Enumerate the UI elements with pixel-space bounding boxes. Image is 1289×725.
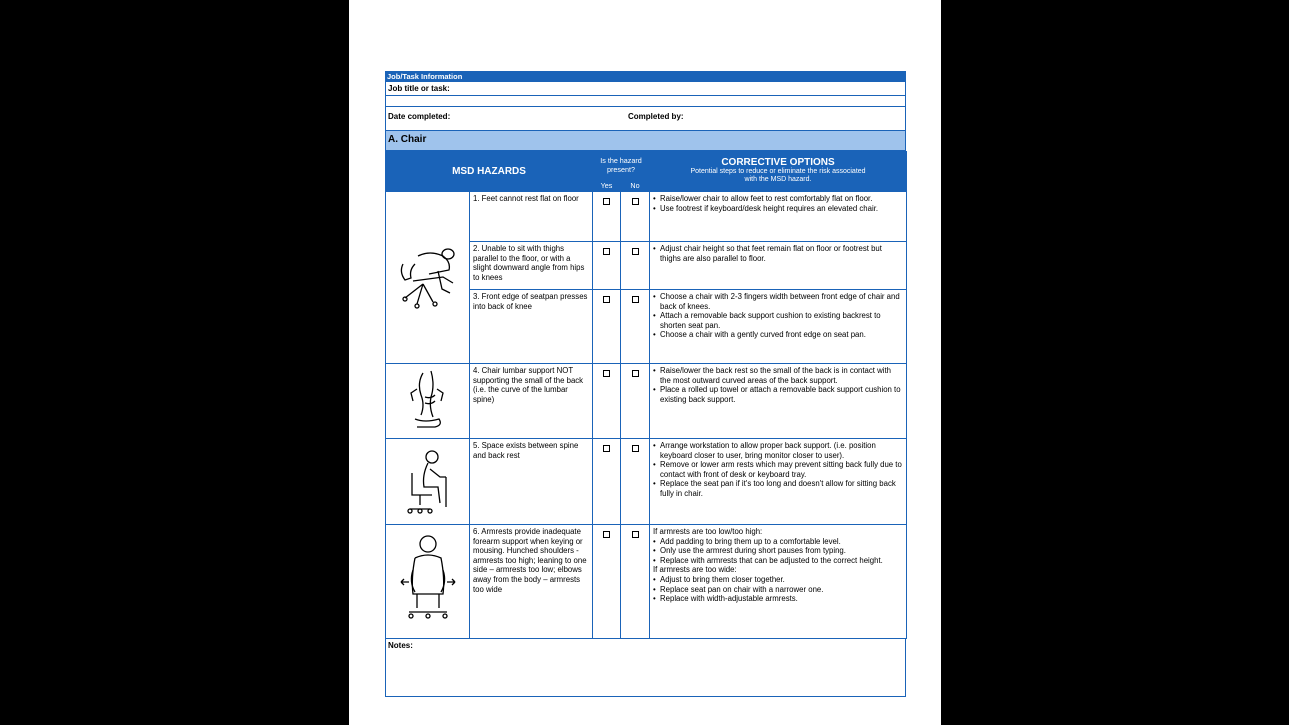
hazard-6-yes-cell[interactable]	[593, 525, 621, 639]
option-3-2: • Attach a removable back support cushion to existing backrest to shorten seat pan.	[653, 311, 903, 330]
hazard-present-header	[593, 152, 650, 179]
hazard-5-yes-checkbox[interactable]	[603, 445, 610, 452]
seated-person-icon	[393, 226, 463, 326]
option-1-2: • Use footrest if keyboard/desk height requires an elevated chair.	[653, 204, 903, 214]
hazard-4: 4. Chair lumbar support NOT supporting the small of the back (i.e. the curve of the lumbar spine)	[470, 364, 593, 439]
options-3	[650, 290, 907, 364]
lumbar-support-illustration	[386, 364, 470, 439]
no-header: No	[621, 179, 650, 192]
hazard-6: 6. Armrests provide inadequate forearm support when keying or mousing. Hunched shoulders - armrests too high; leaning to one side – armrests too low; elbows away from the body – armrests too wide	[470, 525, 593, 639]
lumbar-chair-icon	[403, 367, 453, 432]
hazard-4-yes-cell[interactable]	[593, 364, 621, 439]
option-6-low-heading: If armrests are too low/too high:	[653, 527, 763, 536]
option-2-1: • Adjust chair height so that feet remain flat on floor or footrest but thighs are also parallel to floor.	[653, 244, 903, 263]
job-task-info-bar: Job/Task Information	[385, 71, 906, 82]
table-row	[386, 364, 907, 439]
option-5-2: • Remove or lower arm rests which may prevent sitting back fully due to contact with front of desk or keyboard tray.	[653, 460, 903, 479]
section-title: A. Chair	[385, 131, 906, 151]
job-title-label: Job title or task:	[388, 84, 450, 93]
option-6-wide-heading: If armrests are too wide:	[653, 565, 737, 575]
hazard-5-yes-cell[interactable]	[593, 439, 621, 525]
hazard-6-no-checkbox[interactable]	[632, 531, 639, 538]
hazard-6-yes-checkbox[interactable]	[603, 531, 610, 538]
hazard-2-no-cell[interactable]	[621, 242, 650, 290]
hazard-2-no-checkbox[interactable]	[632, 248, 639, 255]
hazard-table	[385, 151, 907, 639]
completed-by-label: Completed by:	[628, 112, 684, 121]
option-6-3: • Replace with armrests that can be adjusted to the correct height.	[653, 556, 903, 566]
option-4-1: • Raise/lower the back rest so the small of the back is in contact with the most outward curved areas of the back support.	[653, 366, 903, 385]
hazard-2-yes-checkbox[interactable]	[603, 248, 610, 255]
corrective-options-header	[650, 152, 907, 192]
options-5	[650, 439, 907, 525]
table-row	[386, 439, 907, 525]
msd-checklist-form	[385, 71, 906, 697]
corrective-options-sub1: Potential steps to reduce or eliminate the risk associated	[690, 167, 866, 175]
table-row	[386, 192, 907, 242]
hazard-6-no-cell[interactable]	[621, 525, 650, 639]
hazard-4-no-checkbox[interactable]	[632, 370, 639, 377]
chair-height-illustration	[386, 192, 470, 364]
options-4	[650, 364, 907, 439]
hazard-5: 5. Space exists between spine and back rest	[470, 439, 593, 525]
hazard-5-no-cell[interactable]	[621, 439, 650, 525]
hazard-2-yes-cell[interactable]	[593, 242, 621, 290]
hazard-1-yes-checkbox[interactable]	[603, 198, 610, 205]
hazard-1-no-checkbox[interactable]	[632, 198, 639, 205]
option-6-5: • Replace seat pan on chair with a narrower one.	[653, 585, 903, 595]
corrective-options-sub2: with the MSD hazard.	[744, 176, 812, 184]
hazard-4-no-cell[interactable]	[621, 364, 650, 439]
hazard-4-yes-checkbox[interactable]	[603, 370, 610, 377]
spacer-row	[385, 96, 906, 107]
option-1-1: • Raise/lower chair to allow feet to rest comfortably flat on floor.	[653, 194, 903, 204]
option-6-1: • Add padding to bring them up to a comfortable level.	[653, 537, 903, 547]
option-4-2: • Place a rolled up towel or attach a removable back support cushion to existing back support.	[653, 385, 903, 404]
armrest-width-icon	[395, 530, 461, 630]
document-page	[349, 0, 941, 725]
option-6-2: • Only use the armrest during short pauses from typing.	[653, 546, 903, 556]
hazard-3: 3. Front edge of seatpan presses into back of knee	[470, 290, 593, 364]
options-6	[650, 525, 907, 639]
back-rest-illustration	[386, 439, 470, 525]
option-6-6: • Replace with width-adjustable armrests.	[653, 594, 903, 604]
seated-worker-icon	[398, 443, 458, 518]
option-5-3: • Replace the seat pan if it's too long and doesn't allow for sitting back fully in chair.	[653, 479, 903, 498]
hazard-1-yes-cell[interactable]	[593, 192, 621, 242]
hazard-3-yes-cell[interactable]	[593, 290, 621, 364]
hazard-3-no-cell[interactable]	[621, 290, 650, 364]
option-6-4: • Adjust to bring them closer together.	[653, 575, 903, 585]
hazard-present-line2: present?	[607, 165, 635, 174]
hazard-3-no-checkbox[interactable]	[632, 296, 639, 303]
msd-hazards-header: MSD HAZARDS	[386, 152, 593, 192]
table-row	[386, 525, 907, 639]
option-5-1: • Arrange workstation to allow proper back support. (i.e. position keyboard closer to user, bring monitor closer to user).	[653, 441, 903, 460]
hazard-3-yes-checkbox[interactable]	[603, 296, 610, 303]
hazard-2: 2. Unable to sit with thighs parallel to the floor, or with a slight downward angle from hips to knees	[470, 242, 593, 290]
options-2	[650, 242, 907, 290]
hazard-1: 1. Feet cannot rest flat on floor	[470, 192, 593, 242]
corrective-options-title: CORRECTIVE OPTIONS	[721, 157, 835, 169]
notes-label: Notes:	[388, 641, 413, 650]
hazard-5-no-checkbox[interactable]	[632, 445, 639, 452]
option-3-1: • Choose a chair with 2-3 fingers width between front edge of chair and back of knees.	[653, 292, 903, 311]
yes-header: Yes	[593, 179, 621, 192]
armrest-illustration	[386, 525, 470, 639]
notes-area[interactable]	[385, 639, 906, 697]
date-row	[385, 107, 906, 131]
date-completed-label: Date completed:	[388, 112, 451, 121]
hazard-present-line1: Is the hazard	[600, 156, 642, 165]
hazard-1-no-cell[interactable]	[621, 192, 650, 242]
options-1	[650, 192, 907, 242]
job-title-row[interactable]	[385, 82, 906, 96]
option-3-3: • Choose a chair with a gently curved front edge on seat pan.	[653, 330, 903, 340]
